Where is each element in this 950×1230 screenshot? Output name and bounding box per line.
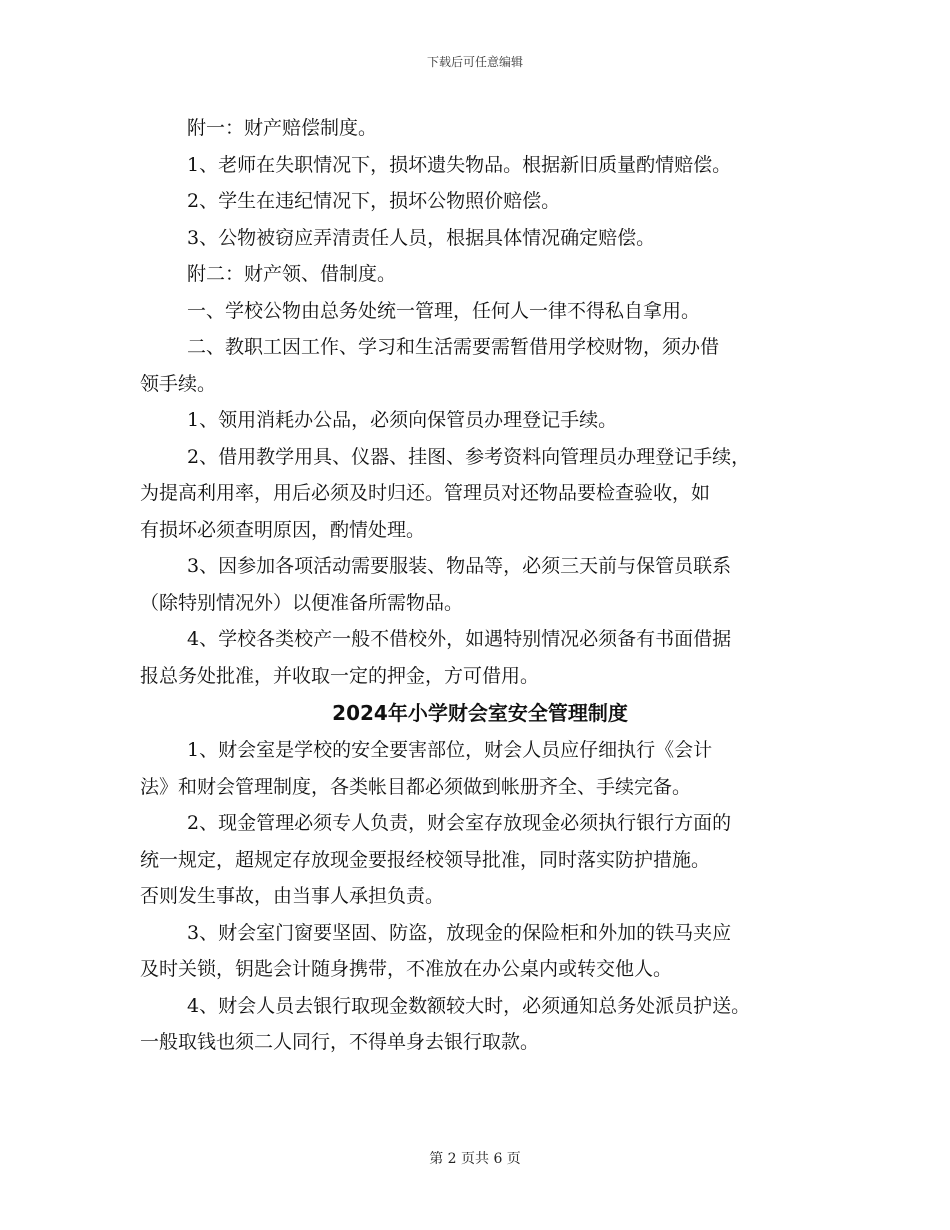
paragraph-line: 二、教职工因工作、学习和生活需要需暂借用学校财物，须办借: [187, 336, 720, 358]
paragraph-line: 附二：财产领、借制度。: [187, 263, 397, 285]
paragraph-line: 领手续。: [140, 372, 217, 395]
paragraph-line: 2、学生在违纪情况下，损坏公物照价赔偿。: [187, 190, 561, 212]
paragraph-line: 3、因参加各项活动需要服装、物品等，必须三天前与保管员联系: [187, 555, 732, 577]
paragraph-line: 否则发生事故，由当事人承担负责。: [140, 885, 445, 907]
paragraph-line: 3、公物被窃应弄清责任人员，根据具体情况确定赔偿。: [187, 226, 656, 249]
section-title: 2024年小学财会室安全管理制度: [332, 701, 628, 725]
paragraph-line: 统一规定，超规定存放现金要报经校领导批准，同时落实防护措施。: [140, 848, 711, 871]
section-property-rules: [140, 110, 820, 694]
paragraph-line: 为提高利用率，用后必须及时归还。管理员对还物品要检查验收，如: [140, 482, 711, 504]
paragraph-line: 有损坏必须查明原因，酌情处理。: [140, 518, 426, 541]
paragraph-line: 一般取钱也须二人同行，不得单身去银行取款。: [140, 1031, 540, 1053]
paragraph-line: 3、财会室门窗要坚固、防盗，放现金的保险柜和外加的铁马夹应: [187, 921, 732, 944]
paragraph-line: 报总务处批准，并收取一定的押金，方可借用。: [140, 664, 540, 687]
page-header: 下载后可任意编辑: [426, 55, 523, 69]
section-finance-rules: [140, 732, 820, 1061]
paragraph-line: 1、老师在失职情况下，损坏遗失物品。根据新旧质量酌情赔偿。: [187, 153, 732, 176]
paragraph-line: 附一：财产赔偿制度。: [187, 117, 378, 139]
paragraph-line: 2、借用教学用具、仪器、挂图、参考资料向管理员办理登记手续，: [187, 445, 751, 468]
document-body: [140, 110, 820, 1061]
paragraph-line: 一、学校公物由总务处统一管理，任何人一律不得私自拿用。: [187, 299, 701, 322]
paragraph-line: 及时关锁，钥匙会计随身携带，不准放在办公桌内或转交他人。: [140, 958, 673, 980]
paragraph-line: 法》和财会管理制度，各类帐目都必须做到帐册齐全、手续完备。: [140, 775, 692, 798]
paragraph-line: （除特别情况外）以便准备所需物品。: [140, 591, 464, 614]
paragraph-line: 4、学校各类校产一般不借校外，如遇特别情况必须备有书面借据: [187, 628, 732, 650]
page-footer: 第 2 页共 6 页: [429, 1151, 521, 1167]
paragraph-line: 4、财会人员去银行取现金数额较大时，必须通知总务处派员护送。: [187, 994, 751, 1017]
paragraph-line: 2、现金管理必须专人负责，财会室存放现金必须执行银行方面的: [187, 812, 732, 834]
paragraph-line: 1、财会室是学校的安全要害部位，财会人员应仔细执行《会计: [187, 739, 713, 761]
paragraph-line: 1、领用消耗办公品，必须向保管员办理登记手续。: [187, 409, 618, 431]
